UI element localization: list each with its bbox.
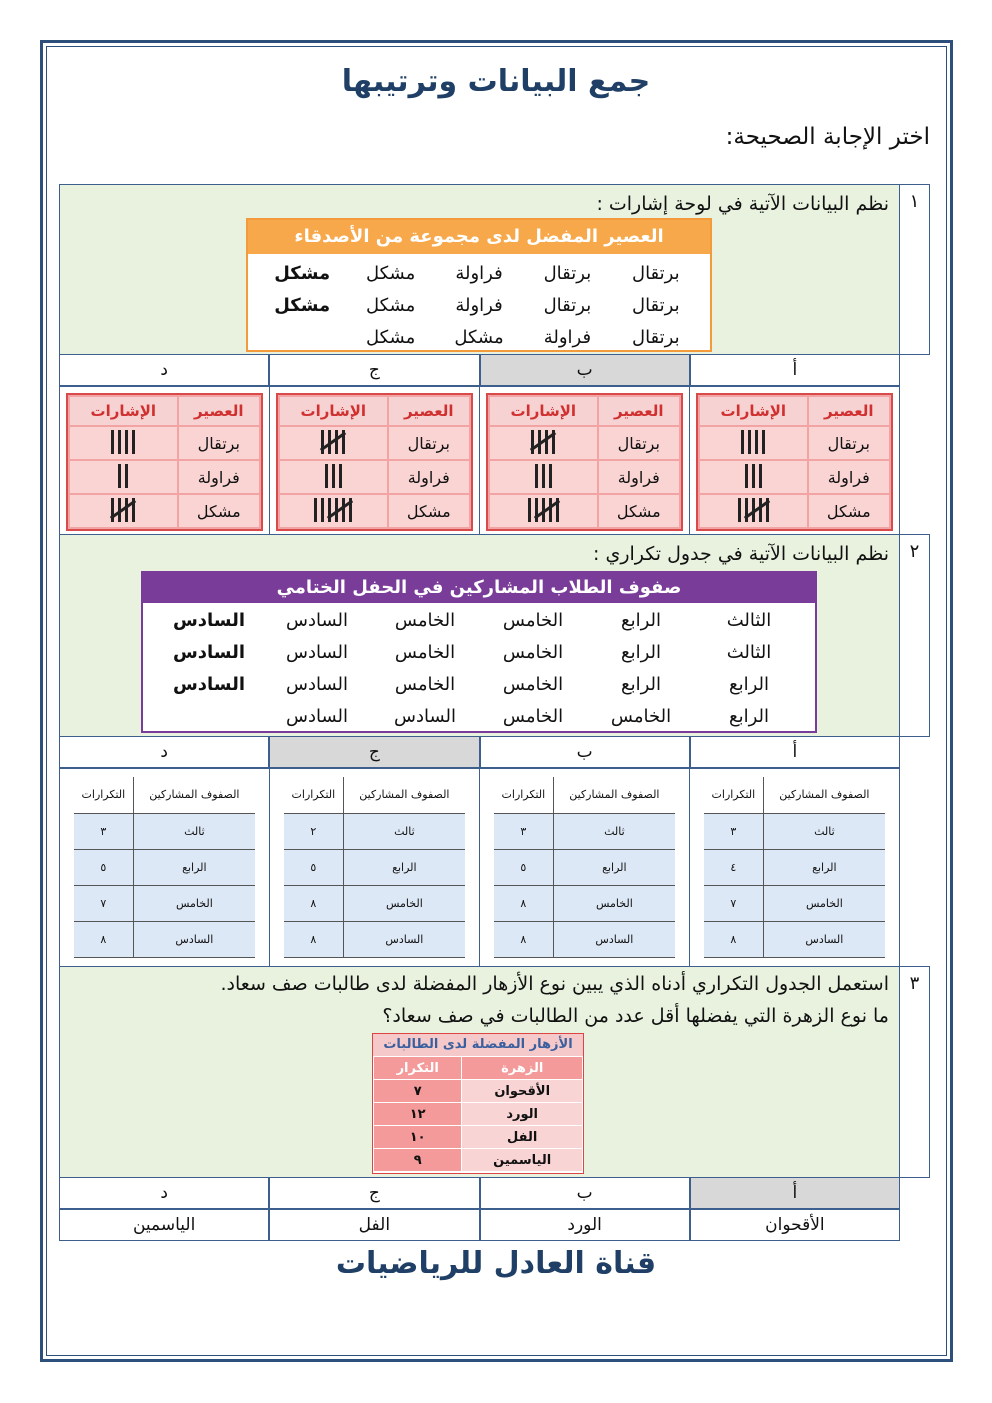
class-cell: الرابع [728, 674, 769, 695]
juice-cell: برتقال [543, 295, 592, 316]
flower-count: ١٢ [374, 1103, 462, 1126]
q3-option-2[interactable]: ب [480, 1177, 690, 1209]
tally-marks [314, 496, 352, 524]
class-name: السادس [133, 921, 255, 957]
class-cell: الرابع [620, 610, 661, 631]
tally-cell [280, 427, 387, 459]
juice-cell: مشكل [365, 327, 416, 348]
freq-value: ٣ [704, 813, 763, 849]
class-cell: الخامس [394, 674, 456, 695]
class-cell: السادس [172, 642, 246, 663]
tally-cell [700, 427, 807, 459]
tally-marks [528, 496, 559, 524]
freq-table [704, 777, 885, 958]
juice-cell: مشكل [274, 295, 331, 316]
question-number: ١ [899, 185, 929, 354]
q1-option-pane-1[interactable] [689, 387, 899, 534]
class-cell: السادس [172, 610, 246, 631]
class-cell: السادس [172, 674, 246, 695]
class-cell: الخامس [502, 642, 564, 663]
juice-data-grid [248, 254, 710, 354]
class-cell: السادس [393, 706, 456, 727]
juice-name: برتقال [599, 427, 679, 459]
instruction: اختر الإجابة الصحيحة: [725, 124, 930, 150]
juice-cell: برتقال [631, 295, 680, 316]
juice-name: برتقال [179, 427, 259, 459]
class-cell: الرابع [728, 706, 769, 727]
q1-option-pane-4[interactable] [60, 387, 269, 534]
class-cell: الرابع [620, 674, 661, 695]
class-cell: الثالث [726, 642, 772, 663]
q1-option-1[interactable]: أ [690, 354, 900, 386]
footer-channel: قناة العادل للرياضيات [335, 1246, 657, 1281]
col-juice: العصير [389, 397, 469, 425]
juice-cell: برتقال [631, 327, 680, 348]
q2-option-2[interactable]: ب [480, 736, 690, 768]
tally-group [328, 496, 352, 524]
tally-cell [700, 461, 807, 493]
flower-count: ٩ [374, 1149, 462, 1172]
tally-table [66, 393, 263, 531]
freq-value: ٣ [74, 813, 133, 849]
q1-option-4[interactable]: د [59, 354, 269, 386]
q1-option-letters [59, 354, 900, 386]
flowers-table-title: الأزهار المفضلة لدى الطالبات [373, 1034, 583, 1056]
class-name: الرابع [343, 849, 465, 885]
juice-name: فراولة [809, 461, 889, 493]
flower-count: ٧ [374, 1080, 462, 1103]
col-juice: العصير [809, 397, 889, 425]
flower-name: الورد [462, 1103, 583, 1126]
col-marks: الإشارات [70, 397, 177, 425]
col-marks: الإشارات [490, 397, 597, 425]
tally-marks [111, 428, 135, 456]
q3-option-1[interactable]: أ [690, 1177, 900, 1209]
freq-value: ٧ [74, 885, 133, 921]
class-cell: الخامس [394, 642, 456, 663]
juice-name: مشكل [389, 495, 469, 527]
col-class: الصفوف المشاركين [343, 777, 465, 813]
tally-table [276, 393, 473, 531]
tally-cell [70, 427, 177, 459]
question-text-2: ما نوع الزهرة التي يفضلها أقل عدد من الطالبات في صف سعاد؟ [382, 1005, 889, 1027]
freq-value: ٧ [704, 885, 763, 921]
col-class: الصفوف المشاركين [763, 777, 885, 813]
tally-group [535, 496, 559, 524]
class-name: السادس [553, 921, 675, 957]
class-name: الرابع [553, 849, 675, 885]
juice-name: فراولة [599, 461, 679, 493]
freq-value: ٥ [284, 849, 343, 885]
tally-marks [741, 428, 765, 456]
tally-cell [280, 461, 387, 493]
freq-value: ٣ [494, 813, 553, 849]
juice-name: برتقال [389, 427, 469, 459]
class-cell: الخامس [502, 674, 564, 695]
freq-value: ٤ [704, 849, 763, 885]
q3-answer-2[interactable]: الورد [480, 1209, 690, 1241]
question-number: ٣ [899, 967, 929, 1177]
juice-cell [258, 322, 346, 354]
freq-value: ٨ [704, 921, 763, 957]
class-name: الخامس [343, 885, 465, 921]
juice-cell: مشكل [274, 263, 331, 284]
class-cell: السادس [285, 674, 348, 695]
tally-cell [490, 427, 597, 459]
juice-name: مشكل [179, 495, 259, 527]
q1-options [59, 386, 900, 535]
juice-cell: مشكل [454, 327, 504, 348]
q2-option-4[interactable]: د [59, 736, 269, 768]
class-name: السادس [763, 921, 885, 957]
col-juice: العصير [179, 397, 259, 425]
class-name: الخامس [763, 885, 885, 921]
col-freq: التكرارات [74, 777, 133, 813]
tally-cell [490, 495, 597, 527]
class-name: الخامس [133, 885, 255, 921]
class-name: الخامس [553, 885, 675, 921]
q1-option-pane-3[interactable] [269, 387, 479, 534]
freq-table [284, 777, 465, 958]
freq-value: ٢ [284, 813, 343, 849]
flower-name: الياسمين [462, 1149, 583, 1172]
freq-value: ٨ [74, 921, 133, 957]
juice-name: فراولة [389, 461, 469, 493]
class-cell [155, 701, 263, 733]
q2-option-3[interactable]: ج [269, 736, 479, 768]
flower-name: الأقحوان [462, 1080, 583, 1103]
q3-answers [59, 1209, 900, 1241]
class-name: الرابع [763, 849, 885, 885]
class-name: ثالث [133, 813, 255, 849]
classes-data-grid [143, 603, 815, 733]
tally-group [745, 496, 769, 524]
q2-option-pane-4[interactable] [60, 769, 269, 966]
class-cell: السادس [285, 642, 348, 663]
tally-marks [745, 462, 762, 490]
juice-name: مشكل [599, 495, 679, 527]
class-name: الرابع [133, 849, 255, 885]
class-name: السادس [343, 921, 465, 957]
tally-marks [111, 496, 135, 524]
q2-option-1[interactable]: أ [690, 736, 900, 768]
col-class: الصفوف المشاركين [133, 777, 255, 813]
juice-name: برتقال [809, 427, 889, 459]
q2-option-pane-2[interactable] [479, 769, 689, 966]
freq-value: ٥ [494, 849, 553, 885]
tally-marks [531, 428, 555, 456]
question-text: نظم البيانات الآتية في جدول تكراري : [593, 543, 889, 565]
tally-table [696, 393, 893, 531]
juice-cell: فراولة [455, 263, 503, 284]
juice-name: مشكل [809, 495, 889, 527]
q2-option-pane-3[interactable] [269, 769, 479, 966]
flowers-table [372, 1033, 584, 1174]
class-cell: السادس [285, 706, 348, 727]
flower-count: ١٠ [374, 1126, 462, 1149]
q3-option-letters [59, 1177, 900, 1209]
tally-cell [490, 461, 597, 493]
tally-group [111, 496, 135, 524]
class-cell: الخامس [610, 706, 672, 727]
tally-marks [325, 462, 342, 490]
col-marks: الإشارات [280, 397, 387, 425]
q3-answer-1[interactable]: الأقحوان [690, 1209, 900, 1241]
class-name: ثالث [553, 813, 675, 849]
freq-table [74, 777, 255, 958]
class-cell: الخامس [502, 706, 564, 727]
juice-cell: برتقال [543, 263, 592, 284]
freq-value: ٨ [494, 885, 553, 921]
q3-option-4[interactable]: د [59, 1177, 269, 1209]
tally-marks [738, 496, 769, 524]
classes-data-box [141, 571, 817, 733]
tally-marks [321, 428, 345, 456]
juice-box-title: العصير المفضل لدى مجموعة من الأصدقاء [248, 220, 710, 254]
juice-cell: مشكل [365, 295, 416, 316]
freq-value: ٨ [284, 921, 343, 957]
q1-option-2[interactable]: ب [480, 354, 690, 386]
col-juice: العصير [599, 397, 679, 425]
class-cell: الخامس [502, 610, 564, 631]
tally-group [531, 428, 555, 456]
col-class: الصفوف المشاركين [553, 777, 675, 813]
juice-cell: فراولة [543, 327, 592, 348]
page-title: جمع البيانات وترتيبها [341, 64, 651, 99]
col-freq: التكرارات [494, 777, 553, 813]
freq-value: ٨ [494, 921, 553, 957]
q2-option-pane-1[interactable] [689, 769, 899, 966]
tally-cell [280, 495, 387, 527]
tally-cell [700, 495, 807, 527]
col-freq: التكرارات [704, 777, 763, 813]
class-cell: الخامس [394, 610, 456, 631]
class-name: ثالث [763, 813, 885, 849]
freq-table [494, 777, 675, 958]
col-count: التكرار [374, 1057, 462, 1080]
tally-table [486, 393, 683, 531]
col-freq: التكرارات [284, 777, 343, 813]
tally-group [321, 428, 345, 456]
juice-data-box [246, 218, 712, 352]
q1-option-3[interactable]: ج [269, 354, 479, 386]
class-cell: الثالث [726, 610, 772, 631]
juice-name: فراولة [179, 461, 259, 493]
q2-options [59, 768, 900, 967]
class-name: ثالث [343, 813, 465, 849]
q3-answer-4[interactable]: الياسمين [59, 1209, 269, 1241]
tally-marks [535, 462, 552, 490]
q2-option-letters [59, 736, 900, 768]
question-number: ٢ [899, 535, 929, 736]
col-flower: الزهرة [462, 1057, 583, 1080]
juice-cell: فراولة [455, 295, 503, 316]
tally-marks [118, 462, 128, 490]
question-text: نظم البيانات الآتية في لوحة إشارات : [596, 193, 889, 215]
class-cell: الرابع [620, 642, 661, 663]
freq-value: ٨ [284, 885, 343, 921]
juice-cell: مشكل [365, 263, 416, 284]
col-marks: الإشارات [700, 397, 807, 425]
tally-cell [70, 495, 177, 527]
tally-cell [70, 461, 177, 493]
question-text-1: استعمل الجدول التكراري أدناه الذي يبين نوع الأزهار المفضلة لدى طالبات صف سعاد. [220, 973, 889, 995]
freq-value: ٥ [74, 849, 133, 885]
juice-cell: برتقال [631, 263, 680, 284]
flower-name: الفل [462, 1126, 583, 1149]
q1-option-pane-2[interactable] [479, 387, 689, 534]
q3-answer-3[interactable]: الفل [269, 1209, 479, 1241]
class-cell: السادس [285, 610, 348, 631]
classes-box-title: صفوف الطلاب المشاركين في الحفل الختامي [143, 573, 815, 603]
q3-option-3[interactable]: ج [269, 1177, 479, 1209]
